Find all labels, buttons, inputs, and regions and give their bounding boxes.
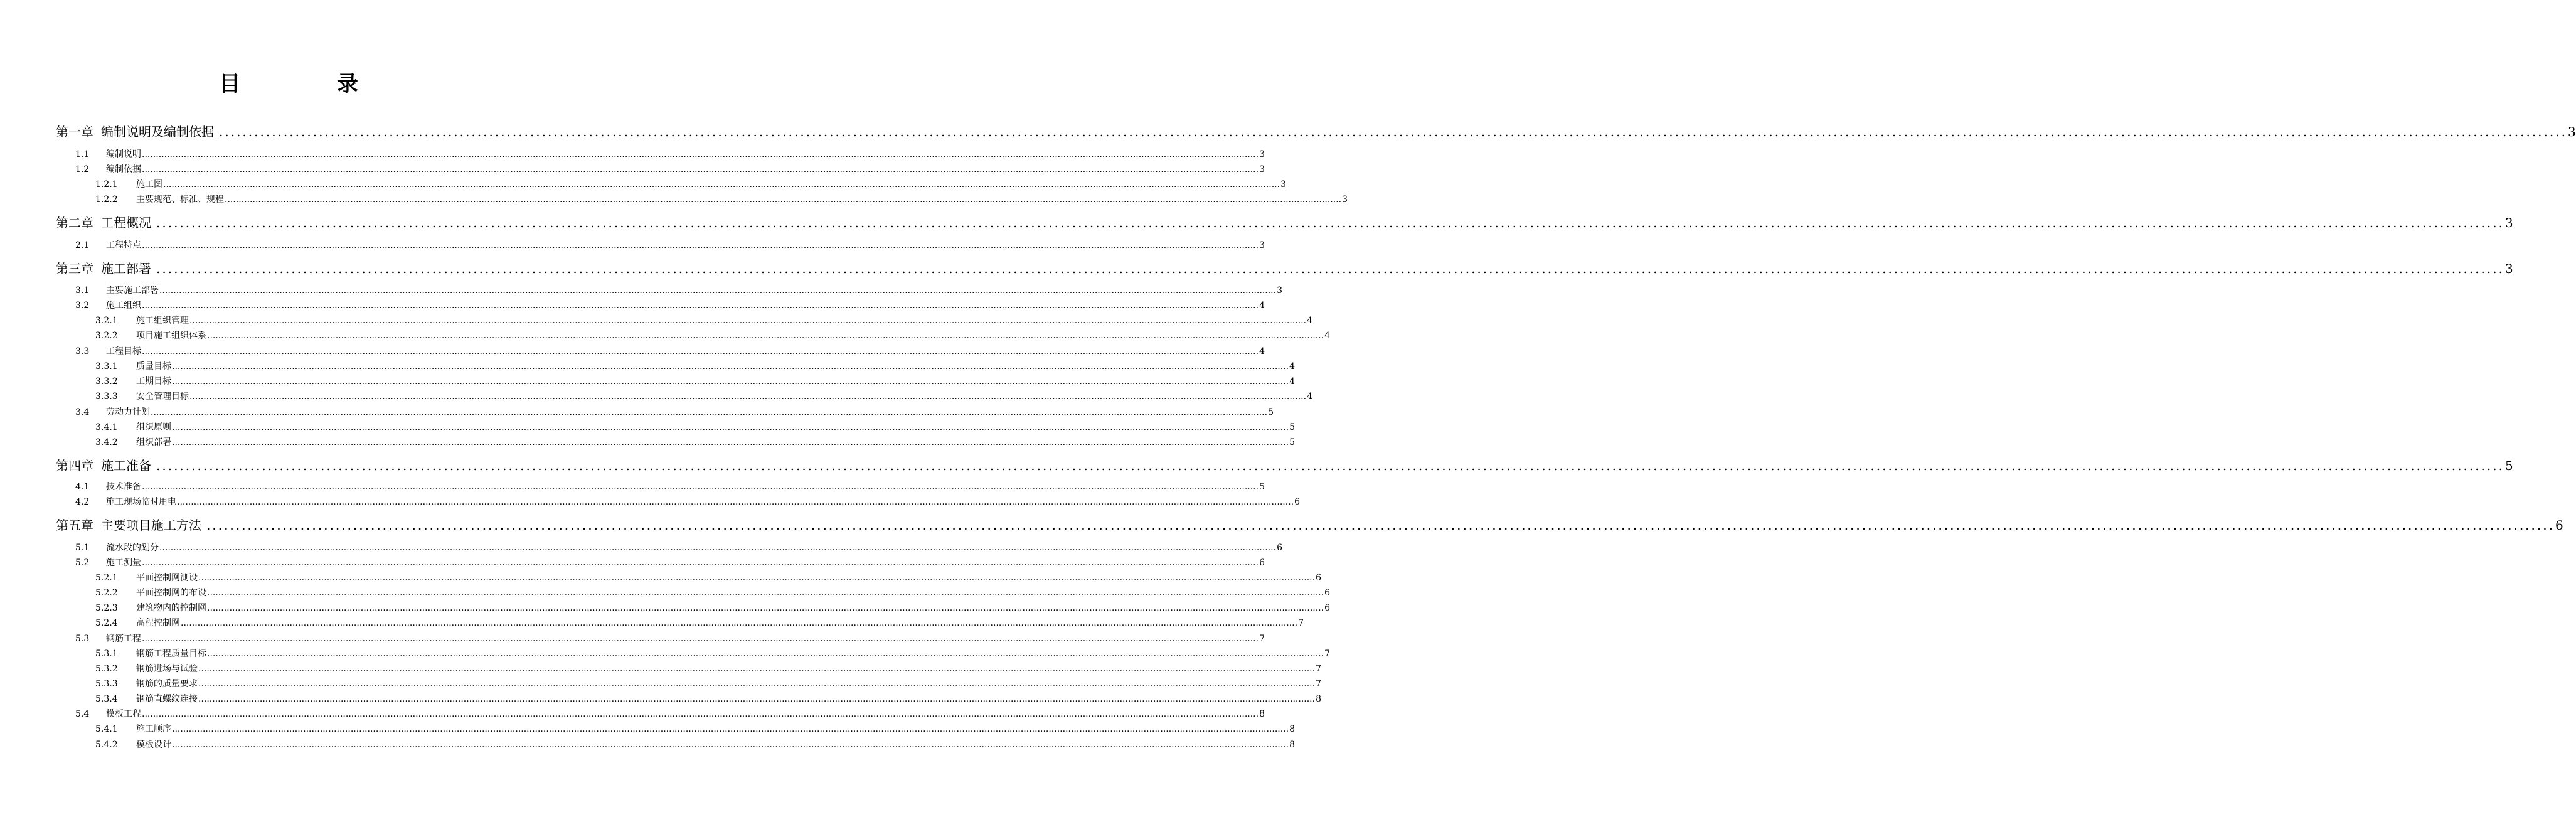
toc-entry-page-number: 8 bbox=[1316, 694, 1321, 704]
toc-entry-number: 5.1 bbox=[75, 543, 90, 553]
toc-entry-page-number: 8 bbox=[1289, 724, 1295, 734]
toc-subsection-entry[interactable] bbox=[95, 617, 1304, 629]
toc-section-entry[interactable] bbox=[75, 496, 1300, 508]
toc-dot-leader: ................................................................................................................................................................................................................................................................................................................................................................................................................ bbox=[189, 392, 1307, 402]
toc-entry-number: 3.3.2 bbox=[95, 376, 118, 387]
toc-entry-title: 主要施工部署 bbox=[106, 286, 159, 296]
toc-subsection-entry[interactable] bbox=[95, 421, 1295, 434]
toc-entry-title: 钢筋工程 bbox=[106, 634, 141, 644]
toc-chapter-entry[interactable] bbox=[56, 457, 2513, 474]
toc-entry-title: 编制说明 bbox=[106, 149, 141, 159]
toc-entry-page-number: 7 bbox=[1259, 634, 1265, 644]
toc-dot-leader: ................................................................................................................................................................................................................................................................................................................................................................................................................ bbox=[172, 437, 1289, 447]
toc-entry-number: 5.2.1 bbox=[95, 573, 118, 583]
toc-entry-page-number: 7 bbox=[1316, 679, 1321, 689]
toc-entry-title: 模板设计 bbox=[136, 740, 171, 750]
toc-entry-page-number: 6 bbox=[2555, 518, 2563, 533]
toc-dot-leader: ................................................................................................................................................................................................................................................................................................................................................................................................................ bbox=[159, 286, 1277, 296]
toc-entry-page-number: 3 bbox=[1277, 286, 1282, 296]
toc-entry-number: 第四章 bbox=[56, 458, 93, 473]
toc-dot-leader: ................................................................................................................................................................................................................................................................................................................................................................................................................ bbox=[207, 331, 1324, 341]
toc-entry-title: 施工图 bbox=[136, 179, 162, 190]
toc-entry-page-number: 4 bbox=[1324, 331, 1330, 341]
toc-entry-number: 5.3 bbox=[75, 634, 90, 644]
toc-subsection-entry[interactable] bbox=[95, 375, 1295, 388]
toc-subsection-entry[interactable] bbox=[95, 360, 1295, 373]
toc-entry-title: 平面控制网测设 bbox=[136, 573, 198, 583]
toc-entry-number: 1.1 bbox=[75, 149, 90, 159]
toc-dot-leader: ................................................................................................................................................................................................................................................................................................................................................................................................................ bbox=[163, 179, 1280, 190]
toc-dot-leader: ................................................................................................................................................................................................................................................................................................................................................................................................................ bbox=[172, 376, 1289, 387]
toc-section-entry[interactable] bbox=[75, 406, 1274, 419]
toc-entry-page-number: 3 bbox=[1259, 149, 1265, 159]
toc-entry-number: 3.1 bbox=[75, 286, 90, 296]
toc-section-entry[interactable] bbox=[75, 163, 1265, 176]
toc-entry-number: 4.2 bbox=[75, 497, 90, 507]
toc-dot-leader: ................................................................................................................................................................................................................................................................................................................................................................................................................ bbox=[198, 573, 1316, 583]
toc-section-entry[interactable] bbox=[75, 481, 1265, 493]
toc-entry-title: 钢筋进场与试验 bbox=[136, 664, 198, 674]
toc-entry-title: 钢筋的质量要求 bbox=[136, 679, 198, 689]
toc-dot-leader: ................................................................................................................................................................................................................................................................................................................................................................................................................ bbox=[172, 422, 1289, 432]
toc-entry-title: 钢筋工程质量目标 bbox=[136, 649, 206, 659]
toc-entry-title: 主要项目施工方法 bbox=[101, 518, 201, 533]
toc-dot-leader: ................................................................................................................................................................................................................................................................................................................................................................................................................ bbox=[177, 497, 1294, 507]
toc-dot-leader: ................................................................................................................................................................................................................................................................................................................................................................................................................ bbox=[142, 634, 1259, 644]
toc-entry-number: 第一章 bbox=[56, 124, 93, 139]
toc-dot-leader: ................................................................................................................................................................................................................................................................................................................................................................................................................ bbox=[151, 407, 1268, 417]
toc-entry-number: 第五章 bbox=[56, 518, 93, 533]
toc-dot-leader: ................................................................................................................................................................................................................................................................................................................................................................................................................ bbox=[142, 149, 1259, 159]
toc-subsection-entry[interactable] bbox=[95, 436, 1295, 449]
toc-chapter-entry[interactable] bbox=[56, 123, 2576, 141]
toc-entry-number: 第二章 bbox=[56, 215, 93, 230]
page-title: 目 录 bbox=[219, 72, 396, 97]
toc-dot-leader: ................................................................................................................................................................................................................................................................................................................................................................................................................ bbox=[181, 618, 1298, 628]
toc-entry-number: 5.4.1 bbox=[95, 724, 118, 734]
toc-entry-page-number: 4 bbox=[1289, 361, 1295, 371]
toc-entry-page-number: 4 bbox=[1307, 392, 1312, 402]
toc-dot-leader: ................................................................................................................................................................................................................................................................................................................................................................................................................ bbox=[207, 588, 1324, 598]
toc-entry-title: 模板工程 bbox=[106, 709, 141, 719]
toc-entry-page-number: 4 bbox=[1289, 376, 1295, 387]
toc-entry-title: 安全管理目标 bbox=[136, 392, 189, 402]
toc-dot-leader: ................................................................................................................................................................................................................................................................................................................................................................................................................ bbox=[225, 195, 1342, 205]
toc-entry-number: 3.3 bbox=[75, 346, 90, 356]
toc-subsection-entry[interactable] bbox=[95, 723, 1295, 735]
toc-entry-page-number: 3 bbox=[1280, 179, 1286, 190]
toc-dot-leader: ................................................................................................................................................................................................................................................................................................................................................................................................................ bbox=[198, 679, 1316, 689]
toc-dot-leader: ................................................................................................................................................................................................................................................................................................................................................................................................................ bbox=[207, 603, 1324, 613]
toc-entry-title: 工期目标 bbox=[136, 376, 171, 387]
toc-entry-number: 第三章 bbox=[56, 261, 93, 276]
toc-entry-number: 5.3.3 bbox=[95, 679, 118, 689]
toc-dot-leader: ................................................................................................................................................................................................................................................................................................................................................................................................................ bbox=[156, 261, 2504, 276]
toc-entry-page-number: 3 bbox=[2504, 261, 2513, 276]
toc-section-entry[interactable] bbox=[75, 148, 1265, 161]
toc-dot-leader: ................................................................................................................................................................................................................................................................................................................................................................................................................ bbox=[206, 518, 2555, 533]
toc-dot-leader: ................................................................................................................................................................................................................................................................................................................................................................................................................ bbox=[142, 558, 1259, 568]
toc-entry-page-number: 3 bbox=[2567, 124, 2576, 139]
toc-dot-leader: ................................................................................................................................................................................................................................................................................................................................................................................................................ bbox=[198, 664, 1316, 674]
toc-entry-number: 4.1 bbox=[75, 482, 90, 492]
toc-subsection-entry[interactable] bbox=[95, 178, 1286, 191]
toc-subsection-entry[interactable] bbox=[95, 739, 1295, 751]
toc-entry-number: 5.3.1 bbox=[95, 649, 118, 659]
toc-entry-title: 工程概况 bbox=[101, 215, 151, 230]
toc-entry-page-number: 5 bbox=[2504, 458, 2513, 473]
toc-entry-page-number: 5 bbox=[1259, 482, 1265, 492]
toc-entry-number: 3.3.3 bbox=[95, 392, 118, 402]
toc-dot-leader: ................................................................................................................................................................................................................................................................................................................................................................................................................ bbox=[156, 215, 2504, 230]
toc-entry-number: 5.3.4 bbox=[95, 694, 118, 704]
toc-subsection-entry[interactable] bbox=[95, 678, 1321, 690]
toc-entry-number: 3.3.1 bbox=[95, 361, 118, 371]
toc-entry-title: 组织部署 bbox=[136, 437, 171, 447]
toc-entry-page-number: 6 bbox=[1324, 603, 1330, 613]
toc-entry-number: 3.4.1 bbox=[95, 422, 118, 432]
toc-entry-title: 劳动力计划 bbox=[106, 407, 150, 417]
toc-chapter-entry[interactable] bbox=[56, 260, 2513, 277]
toc-subsection-entry[interactable] bbox=[95, 602, 1330, 614]
toc-chapter-entry[interactable] bbox=[56, 516, 2563, 534]
toc-dot-leader: ................................................................................................................................................................................................................................................................................................................................................................................................................ bbox=[172, 740, 1289, 750]
toc-entry-page-number: 3 bbox=[1259, 240, 1265, 250]
toc-entry-page-number: 4 bbox=[1259, 346, 1265, 356]
toc-section-entry[interactable] bbox=[75, 239, 1265, 252]
toc-section-entry[interactable] bbox=[75, 542, 1282, 554]
toc-section-entry[interactable] bbox=[75, 557, 1265, 569]
toc-entry-title: 项目施工组织体系 bbox=[136, 331, 206, 341]
toc-entry-page-number: 6 bbox=[1294, 497, 1300, 507]
toc-entry-title: 技术准备 bbox=[106, 482, 141, 492]
toc-entry-title: 编制依据 bbox=[106, 164, 141, 174]
toc-entry-title: 施工部署 bbox=[101, 261, 151, 276]
toc-entry-title: 平面控制网的布设 bbox=[136, 588, 206, 598]
toc-dot-leader: ................................................................................................................................................................................................................................................................................................................................................................................................................ bbox=[159, 543, 1277, 553]
toc-entry-number: 2.1 bbox=[75, 240, 90, 250]
toc-section-entry[interactable] bbox=[75, 345, 1265, 358]
toc-dot-leader: ................................................................................................................................................................................................................................................................................................................................................................................................................ bbox=[219, 124, 2567, 139]
toc-chapter-entry[interactable] bbox=[56, 214, 2513, 232]
toc-entry-number: 3.2 bbox=[75, 301, 90, 311]
toc-dot-leader: ................................................................................................................................................................................................................................................................................................................................................................................................................ bbox=[189, 316, 1307, 326]
toc-entry-number: 5.4.2 bbox=[95, 740, 118, 750]
toc-entry-page-number: 8 bbox=[1289, 740, 1295, 750]
toc-entry-number: 5.4 bbox=[75, 709, 90, 719]
toc-entry-number: 5.2.4 bbox=[95, 618, 118, 628]
toc-entry-number: 5.3.2 bbox=[95, 664, 118, 674]
toc-subsection-entry[interactable] bbox=[95, 663, 1321, 675]
toc-section-entry[interactable] bbox=[75, 299, 1265, 312]
toc-dot-leader: ................................................................................................................................................................................................................................................................................................................................................................................................................ bbox=[198, 694, 1316, 704]
toc-subsection-entry[interactable] bbox=[95, 648, 1330, 660]
toc-entry-title: 工程目标 bbox=[106, 346, 141, 356]
toc-entry-title: 施工组织管理 bbox=[136, 316, 189, 326]
toc-entry-title: 工程特点 bbox=[106, 240, 141, 250]
toc-dot-leader: ................................................................................................................................................................................................................................................................................................................................................................................................................ bbox=[156, 458, 2504, 473]
toc-entry-title: 施工组织 bbox=[106, 301, 141, 311]
toc-entry-number: 3.4.2 bbox=[95, 437, 118, 447]
toc-entry-title: 建筑物内的控制网 bbox=[136, 603, 206, 613]
toc-entry-page-number: 6 bbox=[1316, 573, 1321, 583]
toc-subsection-entry[interactable] bbox=[95, 329, 1330, 342]
toc-entry-page-number: 3 bbox=[1342, 195, 1348, 205]
toc-entry-number: 1.2 bbox=[75, 164, 90, 174]
toc-entry-page-number: 6 bbox=[1277, 543, 1282, 553]
toc-entry-page-number: 5 bbox=[1268, 407, 1274, 417]
toc-entry-page-number: 7 bbox=[1298, 618, 1304, 628]
toc-entry-page-number: 3 bbox=[2504, 215, 2513, 230]
toc-dot-leader: ................................................................................................................................................................................................................................................................................................................................................................................................................ bbox=[142, 346, 1259, 356]
toc-entry-number: 3.2.1 bbox=[95, 316, 118, 326]
toc-dot-leader: ................................................................................................................................................................................................................................................................................................................................................................................................................ bbox=[142, 709, 1259, 719]
toc-entry-number: 5.2.2 bbox=[95, 588, 118, 598]
toc-section-entry[interactable] bbox=[75, 708, 1265, 720]
toc-entry-page-number: 3 bbox=[1259, 164, 1265, 174]
toc-entry-title: 施工顺序 bbox=[136, 724, 171, 734]
toc-entry-number: 1.2.2 bbox=[95, 195, 118, 205]
toc-entry-title: 高程控制网 bbox=[136, 618, 180, 628]
toc-entry-page-number: 4 bbox=[1307, 316, 1312, 326]
toc-dot-leader: ................................................................................................................................................................................................................................................................................................................................................................................................................ bbox=[172, 724, 1289, 734]
toc-entry-title: 施工现场临时用电 bbox=[106, 497, 176, 507]
toc-dot-leader: ................................................................................................................................................................................................................................................................................................................................................................................................................ bbox=[207, 649, 1324, 659]
toc-entry-number: 5.2 bbox=[75, 558, 90, 568]
toc-dot-leader: ................................................................................................................................................................................................................................................................................................................................................................................................................ bbox=[142, 164, 1259, 174]
toc-entry-title: 流水段的划分 bbox=[106, 543, 159, 553]
toc-dot-leader: ................................................................................................................................................................................................................................................................................................................................................................................................................ bbox=[142, 240, 1259, 250]
toc-subsection-entry[interactable] bbox=[95, 693, 1321, 705]
toc-dot-leader: ................................................................................................................................................................................................................................................................................................................................................................................................................ bbox=[142, 482, 1259, 492]
toc-entry-title: 编制说明及编制依据 bbox=[101, 124, 214, 139]
toc-entry-page-number: 8 bbox=[1259, 709, 1265, 719]
toc-subsection-entry[interactable] bbox=[95, 390, 1312, 403]
toc-subsection-entry[interactable] bbox=[95, 572, 1321, 584]
toc-subsection-entry[interactable] bbox=[95, 587, 1330, 599]
toc-entry-title: 施工测量 bbox=[106, 558, 141, 568]
toc-dot-leader: ................................................................................................................................................................................................................................................................................................................................................................................................................ bbox=[172, 361, 1289, 371]
toc-section-entry[interactable] bbox=[75, 284, 1282, 297]
toc-section-entry[interactable] bbox=[75, 633, 1265, 645]
toc-entry-title: 钢筋直螺纹连接 bbox=[136, 694, 198, 704]
toc-entry-page-number: 4 bbox=[1259, 301, 1265, 311]
toc-entry-page-number: 6 bbox=[1324, 588, 1330, 598]
toc-entry-title: 施工准备 bbox=[101, 458, 151, 473]
toc-entry-page-number: 6 bbox=[1259, 558, 1265, 568]
toc-entry-page-number: 5 bbox=[1289, 437, 1295, 447]
toc-subsection-entry[interactable] bbox=[95, 314, 1312, 327]
toc-entry-title: 主要规范、标准、规程 bbox=[136, 195, 224, 205]
toc-entry-number: 3.4 bbox=[75, 407, 90, 417]
toc-dot-leader: ................................................................................................................................................................................................................................................................................................................................................................................................................ bbox=[142, 301, 1259, 311]
toc-entry-page-number: 7 bbox=[1316, 664, 1321, 674]
toc-entry-number: 5.2.3 bbox=[95, 603, 118, 613]
toc-entry-page-number: 5 bbox=[1289, 422, 1295, 432]
toc-entry-number: 1.2.1 bbox=[95, 179, 118, 190]
toc-entry-page-number: 7 bbox=[1324, 649, 1330, 659]
toc-entry-title: 组织原则 bbox=[136, 422, 171, 432]
toc-subsection-entry[interactable] bbox=[95, 193, 1348, 206]
toc-entry-number: 3.2.2 bbox=[95, 331, 118, 341]
toc-entry-title: 质量目标 bbox=[136, 361, 171, 371]
